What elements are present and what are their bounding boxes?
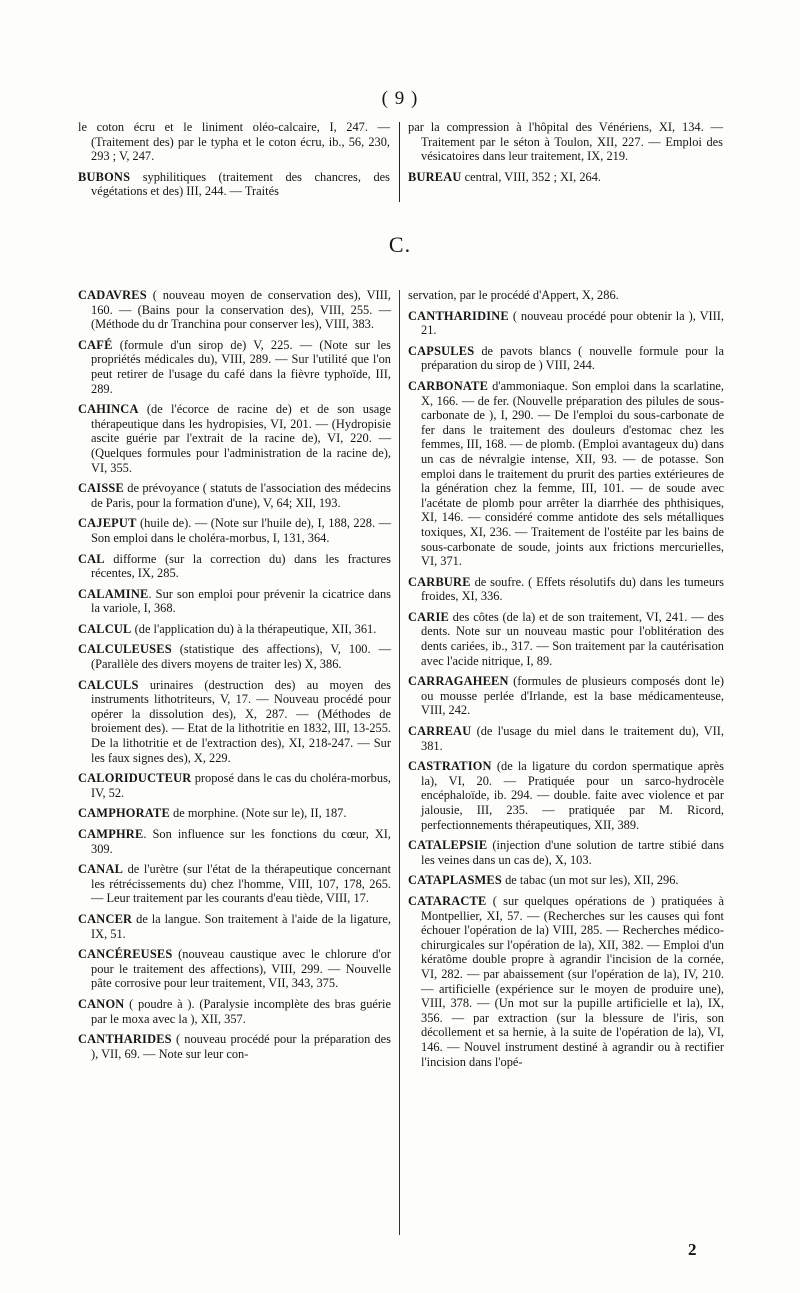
entry-text: d'ammoniaque. Son emploi dans la scarlatine, X, 166. — de fer. (Nouvelle préparation des pilules de sous-carbonate de ), I, 290. — De l'emploi du sous-carbonate de fer dans le traitement des douleurs d'estomac chez les femmes, III, 168. — de plomb. (Emploi avantageux du) dans un cas de névralgie intense, XII, 93. — de potasse. Son emploi dans le traitement du prurit des parties extérieures de la génération chez la femme, III, 101. — de soude avec l'acétate de plomb pour arrêter la diarrhée des phthisiques, XI, 146. — considéré comme antidote des sels métalliques toxiques, XI, 236. — Traitement de l'ostéite par les bains de sous-carbonate de soude, joints aux frictions mercurielles, VI, 371.	[421, 378, 724, 569]
entry-keyword: CALAMINE	[78, 586, 149, 601]
index-entry	[78, 587, 391, 616]
entry-keyword: CARREAU	[408, 724, 472, 739]
entry-keyword: CATALEPSIE	[408, 838, 488, 853]
entry-keyword: CARRAGAHEEN	[408, 674, 509, 689]
index-entry	[408, 344, 724, 373]
index-entry	[408, 873, 724, 888]
entry-text: de la langue. Son traitement à l'aide de la ligature, IX, 51.	[91, 911, 391, 941]
entry-keyword: CAL	[78, 551, 105, 566]
index-entry	[408, 288, 724, 303]
entry-keyword: BUBONS	[78, 169, 131, 184]
entry-text: (injection d'une solution de tartre stibié dans les veines dans un cas de), X, 103.	[421, 838, 724, 867]
top-left-column	[78, 120, 390, 205]
entry-keyword: CALCULEUSES	[78, 642, 172, 657]
column-divider-top	[399, 122, 400, 202]
entry-text: (nouveau caustique avec le chlorure d'or pour le traitement des affections), VIII, 299. — Nouvelle pâte corrosive pour leur traitement, VII, 343, 375.	[91, 947, 391, 991]
index-entry	[78, 120, 390, 164]
index-entry	[78, 552, 391, 581]
index-entry	[78, 288, 391, 332]
entry-keyword: CAPSULES	[408, 343, 475, 358]
entry-text: (de la ligature du cordon spermatique après la), VI, 20. — Pratiquée pour un sarco-hydrocèle encéphaloïde, ib. 294. — double. faite avec violence et par jalousie, III, 235. — pratiquée par M. Ricord, perfectionnements thérapeutiques, XII, 389.	[421, 759, 724, 832]
index-entry	[408, 610, 724, 668]
entry-text: (huile de). — (Note sur l'huile de), I, 188, 228. — Son emploi dans le choléra-morbus, I, 131, 364.	[91, 516, 391, 545]
index-entry	[408, 309, 724, 338]
index-entry	[78, 771, 391, 800]
entry-text: de morphine. (Note sur le), II, 187.	[169, 806, 347, 821]
index-entry	[408, 575, 724, 604]
entry-text: ( sur quelques opérations de ) pratiquées à Montpellier, XI, 57. — (Recherches sur les causes qui font échouer l'opération de la) VIII, 285. — Recherches médico-chirurgicales sur l'opération de la), XII, 382. — Emploi d'un kératôme double propre à agrandir l'incision de la cornée, VI, 282. — par abaissement (sur l'opération de la), IV, 210. — artificielle (expérience sur le moyen de produire une), VIII, 378. — (Un mot sur la pupille artificielle et la), IX, 356. — par extraction (sur la blessure de l'iris, son décollement et sa hernie, à la suite de l'opération de la), VI, 146. — Nouvel instrument destiné à agrandir ou à rectifier l'incision dans l'opé-	[421, 893, 724, 1069]
entry-text: urinaires (destruction des) au moyen des instruments lithotriteurs, V, 17. — Nouveau procédé pour opérer la dissolution des), X, 287. — (Méthodes de broiement des). — Etat de la lithotritie en 1832, III, 13-255. De la lithotritie et de l'extraction des), XI, 218-247. — Sur les faux signes des), X, 229.	[91, 677, 391, 765]
right-column	[408, 288, 724, 1075]
index-entry	[78, 516, 391, 545]
entry-keyword: CANCER	[78, 911, 133, 926]
entry-keyword: CANAL	[78, 862, 124, 877]
entry-keyword: CAFÉ	[78, 337, 113, 352]
index-entry	[78, 947, 391, 991]
entry-text: syphilitiques (traitement des chancres, des végétations et des) III, 244. — Traités	[91, 169, 390, 199]
entry-text: de pavots blancs ( nouvelle formule pour la préparation du sirop de ) VIII, 244.	[421, 343, 724, 373]
entry-text: de prévoyance ( statuts de l'association des médecins de Paris, pour la formation d'une), V, 64; XII, 193.	[91, 481, 391, 510]
entry-text: le coton écru et le liniment oléo-calcaire, I, 247. — (Traitement des) par le typha et le coton écru, ib., 56, 230, 293 ; V, 247.	[78, 120, 390, 164]
index-entry	[78, 997, 391, 1026]
entry-keyword: CALCUL	[78, 621, 132, 636]
index-entry	[78, 402, 391, 475]
entry-text: (de l'usage du miel dans le traitement du), VII, 381.	[421, 724, 724, 753]
index-entry	[78, 1032, 391, 1061]
index-entry	[78, 862, 391, 906]
entry-keyword: BUREAU	[408, 169, 462, 184]
entry-keyword: CAJEPUT	[78, 516, 137, 531]
entry-keyword: CALCULS	[78, 677, 139, 692]
index-entry	[78, 622, 391, 637]
index-entry	[78, 912, 391, 941]
signature-mark: 2	[688, 1240, 697, 1259]
index-entry	[408, 724, 724, 753]
entry-text: difforme (sur la correction du) dans les fractures récentes, IX, 285.	[91, 551, 391, 581]
entry-text: ( nouveau procédé pour la préparation des ), VII, 69. — Note sur leur con-	[91, 1032, 391, 1061]
entry-keyword: CANCÉREUSES	[78, 947, 173, 962]
page-number: ( 9 )	[381, 88, 419, 109]
entry-text: (de l'écorce de racine de) et de son usage thérapeutique dans les hydropisies, VI, 201. — (Hydropisie ascite guérie par l'extrait de la racine de), VI, 220. — (Quelques formules pour l'administration de la racine de), VI, 355.	[91, 402, 391, 475]
entry-text: . Sur son emploi pour prévenir la cicatrice dans la variole, I, 368.	[91, 586, 391, 616]
index-entry	[78, 338, 391, 396]
entry-keyword: CATARACTE	[408, 893, 487, 908]
index-entry	[408, 120, 723, 164]
entry-keyword: CANTHARIDINE	[408, 308, 509, 323]
index-entry	[408, 170, 723, 185]
entry-text: par la compression à l'hôpital des Vénériens, XI, 134. — Traitement par le séton à Toulon, XII, 227. — Emploi des vésicatoires dans leur traitement, IX, 219.	[408, 120, 723, 164]
index-entry	[408, 379, 724, 569]
entry-keyword: CAMPHRE	[78, 827, 144, 841]
top-right-column	[408, 120, 723, 190]
entry-text: proposé dans le cas du choléra-morbus, IV, 52.	[91, 771, 391, 800]
entry-keyword: CARBONATE	[408, 378, 489, 393]
index-entry	[408, 894, 724, 1069]
index-entry	[78, 170, 390, 199]
column-divider	[399, 290, 400, 1235]
entry-text: (de l'application du) à la thérapeutique, XII, 361.	[131, 621, 377, 636]
entry-keyword: CAISSE	[78, 481, 124, 496]
entry-text: . Son influence sur les fonctions du cœur, XI, 309.	[91, 827, 391, 856]
index-entry	[78, 678, 391, 766]
entry-text: des côtes (de la) et de son traitement, VI, 241. — des dents. Note sur un nouveau mastic pour l'oblitération des dents cariées, ib., 317. — Son traitement par la cautérisation avec l'acide nitrique, I, 89.	[421, 609, 724, 668]
entry-text: ( poudre à ). (Paralysie incomplète des bras guérie par le moxa avec la ), XII, 357.	[91, 996, 391, 1026]
entry-text: (formule d'un sirop de) V, 225. — (Note sur les propriétés médicales du), VIII, 289. — Sur l'utilité que l'on peut retirer de l'usage du café dans la fièvre typhoïde, III, 289.	[91, 337, 391, 396]
entry-keyword: CAHINCA	[78, 402, 139, 417]
entry-text: (formules de plusieurs composés dont le) ou mousse perlée d'Irlande, est la base médicamenteuse, VIII, 242.	[421, 674, 724, 718]
index-entry	[78, 827, 391, 856]
entry-text: servation, par le procédé d'Appert, X, 286.	[408, 288, 619, 302]
index-entry	[408, 838, 724, 867]
entry-keyword: CADAVRES	[78, 288, 147, 302]
entry-text: de tabac (un mot sur les), XII, 296.	[502, 873, 679, 888]
entry-text: (statistique des affections), V, 100. — (Parallèle des divers moyens de traiter les) X, 386.	[91, 642, 391, 672]
entry-keyword: CARBURE	[408, 574, 471, 589]
entry-text: ( nouveau moyen de conservation des), VIII, 160. — (Bains pour la conservation des), VIII, 255. — (Méthode du dr Tranchina pour conserver les), VIII, 383.	[91, 288, 391, 332]
entry-keyword: CARIE	[408, 609, 449, 624]
entry-text: de l'urètre (sur l'état de la thérapeutique concernant les rétrécissements du) chez l'homme, VIII, 107, 178, 265. — Leur traitement par les courants d'eau tiède, VIII, 17.	[91, 862, 391, 906]
entry-keyword: CANTHARIDES	[78, 1032, 172, 1047]
index-entry	[78, 806, 391, 821]
index-entry	[78, 481, 391, 510]
entry-keyword: CAMPHORATE	[78, 806, 170, 821]
entry-text: de soufre. ( Effets résolutifs du) dans les tumeurs froides, XI, 336.	[421, 574, 724, 604]
index-entry	[408, 759, 724, 832]
entry-keyword: CATAPLASMES	[408, 873, 502, 888]
section-letter-heading: C.	[388, 232, 412, 257]
left-column	[78, 288, 391, 1067]
entry-text: central, VIII, 352 ; XI, 264.	[461, 169, 602, 184]
entry-text: ( nouveau procédé pour obtenir la ), VIII, 21.	[421, 308, 724, 338]
entry-keyword: CALORIDUCTEUR	[78, 771, 192, 786]
entry-keyword: CANON	[78, 996, 125, 1011]
entry-keyword: CASTRATION	[408, 759, 492, 774]
index-entry	[408, 674, 724, 718]
index-entry	[78, 642, 391, 671]
